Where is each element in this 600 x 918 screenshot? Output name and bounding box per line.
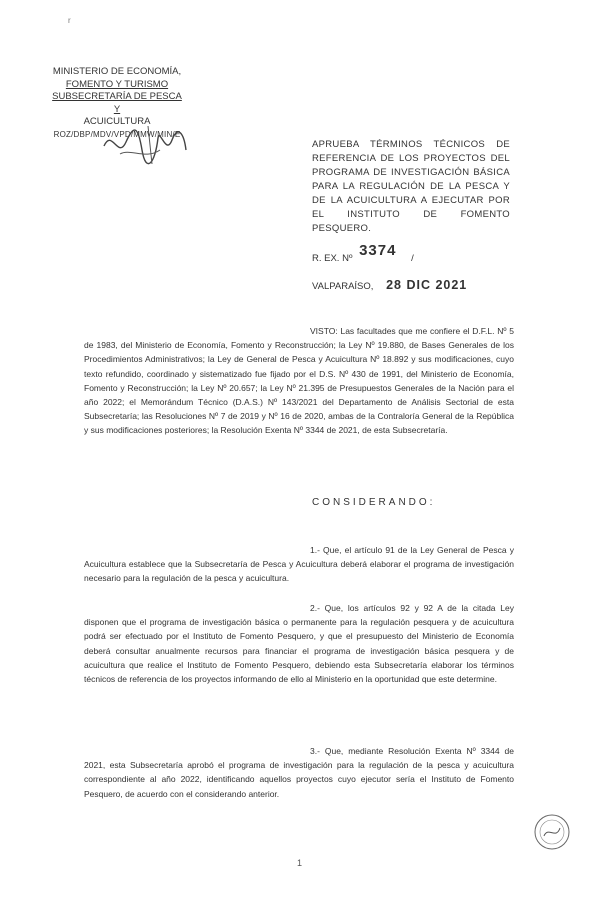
- visto-paragraph: VISTO: Las facultades que me confiere el D.F.L. Nº 5 de 1983, del Ministerio de Economía, Fomento y Reconstrucción; la Ley Nº 19.880, de Bases Generales de los Procedimientos Administrativos; la Ley de General de Pesca y Acuicultura Nº 18.892 y sus modificaciones, cuyo texto refundido, coordinado y sistematizado fue fijado por el D.S. Nº 430 de 1991, del Ministerio de Economía, Fomento y Reconstrucción; la Ley Nº 20.657; la Ley Nº 21.395 de Presupuestos Generales de la Nación para el año 2022; el Memorándum Técnico (D.A.S.) Nº 143/2021 del Departamento de Análisis Sectorial de esta Subsecretaría; las Resoluciones Nº 7 de 2019 y Nº 16 de 2020, ambas de la Contraloría General de la República y sus modificaciones posteriores; la Resolución Exenta Nº 3344 de 2021, de esta Subsecretaría.: [84, 326, 514, 436]
- date-stamp: 28 DIC 2021: [386, 278, 468, 292]
- resolution-number-line: [312, 242, 414, 265]
- official-seal: [532, 812, 572, 857]
- considerando-heading: CONSIDERANDO:: [312, 497, 436, 508]
- considerando-2: 2.- Que, los artículos 92 y 92 A de la citada Ley disponen que el programa de investigación básica o permanente para la regulación pesquera y de acuicultura podrá ser efectuado por el Instituto de Fomento Pesquero, y que el presupuesto del Ministerio de Economía deberá consultar anualmente recursos para financiar el programa de investigación básica pesquera y de acuicultura que realice el Instituto de Fomento Pesquero, debiendo esta Subsecretaría elaborar los términos técnicos de referencia de los proyectos informando de ello al Ministerio en la oportunidad que este determine.: [84, 603, 514, 685]
- reference-code: ROZ/DBP/MDV/VPD/MMW/MIN/E: [53, 129, 181, 139]
- dateline-place: VALPARAÍSO,: [312, 281, 374, 292]
- corner-mark: r: [68, 16, 71, 25]
- resolution-number: 3374: [359, 242, 397, 259]
- page-number: 1: [297, 858, 303, 868]
- resolution-title: APRUEBA TÉRMINOS TÉCNICOS DE REFERENCIA DE LOS PROYECTOS DEL PROGRAMA DE INVESTIGACIÓN BÁSICA PARA LA REGULACIÓN DE LA PESCA Y DE LA ACUICULTURA A EJECUTAR POR EL INSTITUTO DE FOMENTO PESQUERO.: [312, 139, 510, 234]
- ministry-line-1: MINISTERIO DE ECONOMÍA,: [52, 66, 182, 77]
- handwritten-signature: [100, 120, 190, 175]
- considerando-3: 3.- Que, mediante Resolución Exenta Nº 3344 de 2021, esta Subsecretaría aprobó el programa de investigación para la regulación de la pesca y acuicultura correspondiente al año 2022, identificando aquellos proyectos cuyo ejecutor sería el Instituto de Fomento Pesquero, de acuerdo con el considerando anterior.: [84, 746, 514, 799]
- subsecretaria-line-1: SUBSECRETARÍA DE PESCA Y: [52, 91, 182, 115]
- subsecretaria-line-2: ACUICULTURA: [83, 116, 151, 127]
- considerando-1: 1.- Que, el artículo 91 de la Ley General de Pesca y Acuicultura establece que la Subsecretaría de Pesca y Acuicultura deberá elaborar el programa de investigación necesario para la regulación de la pesca y acuicultura.: [84, 545, 514, 584]
- dateline: [312, 278, 467, 292]
- resolution-trailing: /: [411, 253, 414, 264]
- resolution-label: R. EX. Nº: [312, 253, 353, 264]
- ministry-line-2: FOMENTO Y TURISMO: [65, 78, 169, 90]
